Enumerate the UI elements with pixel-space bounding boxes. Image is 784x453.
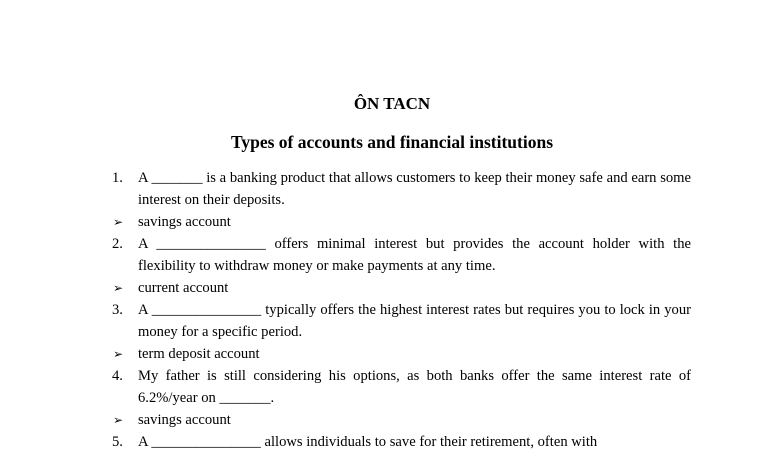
list-number: 1. [112, 170, 123, 186]
question-item [0, 167, 784, 211]
document-title: ÔN TACN [353, 94, 431, 113]
question-list [0, 167, 784, 453]
answer-text: term deposit account [138, 346, 260, 362]
question-item [0, 233, 784, 277]
arrow-bullet-icon: ➢ [113, 347, 124, 361]
arrow-bullet-icon: ➢ [113, 413, 124, 427]
arrow-bullet-icon: ➢ [113, 281, 124, 295]
list-number: 4. [112, 368, 123, 384]
answer-item [0, 343, 784, 365]
list-number: 5. [112, 434, 123, 450]
answer-text: savings account [138, 412, 231, 428]
question-text: My father is still considering his options, as both banks offer the same interest rate of 6.2%/year on _______. [138, 368, 691, 406]
document-subtitle: Types of accounts and financial institutions [230, 132, 554, 152]
answer-item [0, 211, 784, 233]
question-text: A _______________ allows individuals to save for their retirement, often with [138, 434, 598, 450]
answer-text: current account [138, 280, 229, 296]
answer-item [0, 409, 784, 431]
question-text: A _______ is a banking product that allows customers to keep their money safe and earn some interest on their deposits. [138, 170, 691, 208]
question-text: A _______________ offers minimal interest but provides the account holder with the flexibility to withdraw money or make payments at any time. [138, 236, 691, 274]
list-number: 3. [112, 302, 123, 318]
question-item [0, 431, 784, 453]
answer-text: savings account [138, 214, 231, 230]
arrow-bullet-icon: ➢ [113, 215, 124, 229]
question-item [0, 299, 784, 343]
list-number: 2. [112, 236, 123, 252]
question-text: A _______________ typically offers the highest interest rates but requires you to lock in your money for a specific period. [138, 302, 691, 340]
question-item [0, 365, 784, 409]
answer-item [0, 277, 784, 299]
